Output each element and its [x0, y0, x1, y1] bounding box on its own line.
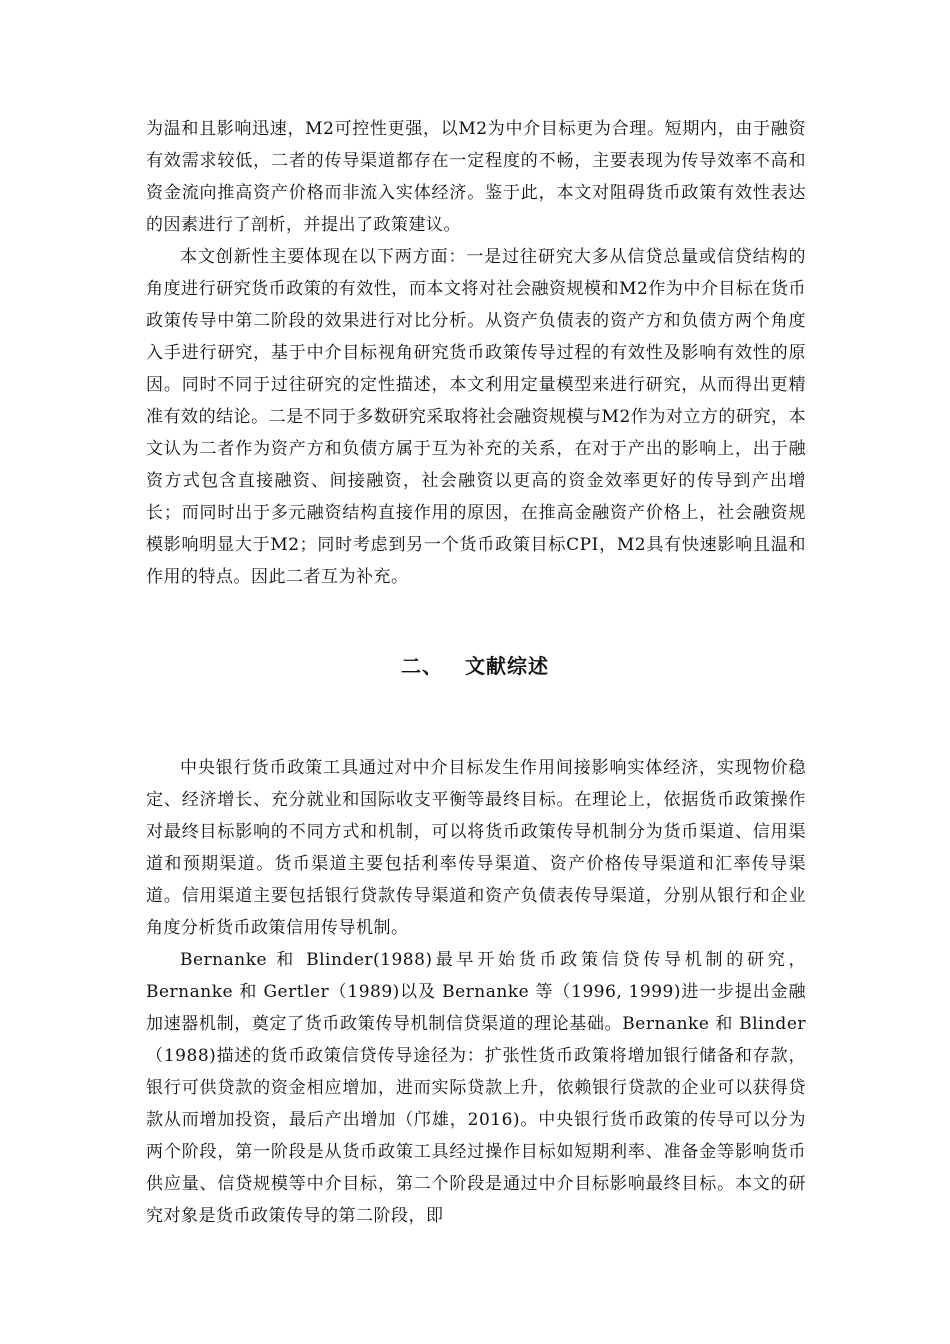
paragraph: 本文创新性主要体现在以下两方面：一是过往研究大多从信贷总量或信贷结构的角度进行研究货币政策的有效性，而本文将对社会融资规模和M2作为中介目标在货币政策传导中第二阶段的效果进行对比分析。从资产负债表的资产方和负债方两个角度入手进行研究，基于中介目标视角研究货币政策传导过程的有效性及影响有效性的原因。同时不同于过往研究的定性描述，本文利用定量模型来进行研究，从而得出更精准有效的结论。二是不同于多数研究采取将社会融资规模与M2作为对立方的研究，本文认为二者作为资产方和负债方属于互为补充的关系，在对于产出的影响上，出于融资方式包含直接融资、间接融资，社会融资以更高的资金效率更好的传导到产出增长；而同时出于多元融资结构直接作用的原因，在推高金融资产价格上，社会融资规模影响明显大于M2；同时考虑到另一个货币政策目标CPI，M2具有快速影响且温和作用的特点。因此二者互为补充。 [146, 247, 806, 587]
section-heading [0, 650, 950, 679]
paragraph: Bernanke 和 Blinder(1988)最早开始货币政策信贷传导机制的研究，Bernanke 和 Gertler（1989)以及 Bernanke 等（1996, 1999)进一步提出金融加速器机制，奠定了货币政策传导机制信贷渠道的理论基础。Bernanke 和 Blinder（1988)描述的货币政策信贷传导途径为：扩张性货币政策将增加银行储备和存款，银行可供贷款的资金相应增加，进而实际贷款上升，依赖银行贷款的企业可以获得贷款从而增加投资，最后产出增加（邝雄，2016)。中央银行货币政策的传导可以分为两个阶段，第一阶段是从货币政策工具经过操作目标如短期利率、准备金等影响货币供应量、信贷规模等中介目标，第二个阶段是通过中介目标影响最终目标。本文的研究对象是货币政策传导的第二阶段，即 [146, 950, 806, 1226]
paragraph: 为温和且影响迅速，M2可控性更强，以M2为中介目标更为合理。短期内，由于融资有效需求较低，二者的传导渠道都存在一定程度的不畅，主要表现为传导效率不高和资金流向推高资产价格而非流入实体经济。鉴于此，本文对阻碍货币政策有效性表达的因素进行了剖析，并提出了政策建议。 [146, 119, 806, 235]
body-section-bottom [146, 752, 806, 1232]
section-number: 二、 [401, 654, 443, 678]
section-title: 文献综述 [465, 654, 549, 678]
paragraph: 中央银行货币政策工具通过对中介目标发生作用间接影响实体经济，实现物价稳定、经济增长、充分就业和国际收支平衡等最终目标。在理论上，依据货币政策操作对最终目标影响的不同方式和机制，可以将货币政策传导机制分为货币渠道、信用渠道和预期渠道。货币渠道主要包括利率传导渠道、资产价格传导渠道和汇率传导渠道。信用渠道主要包括银行贷款传导渠道和资产负债表传导渠道，分别从银行和企业角度分析货币政策信用传导机制。 [146, 758, 806, 938]
body-section-top [146, 113, 806, 593]
